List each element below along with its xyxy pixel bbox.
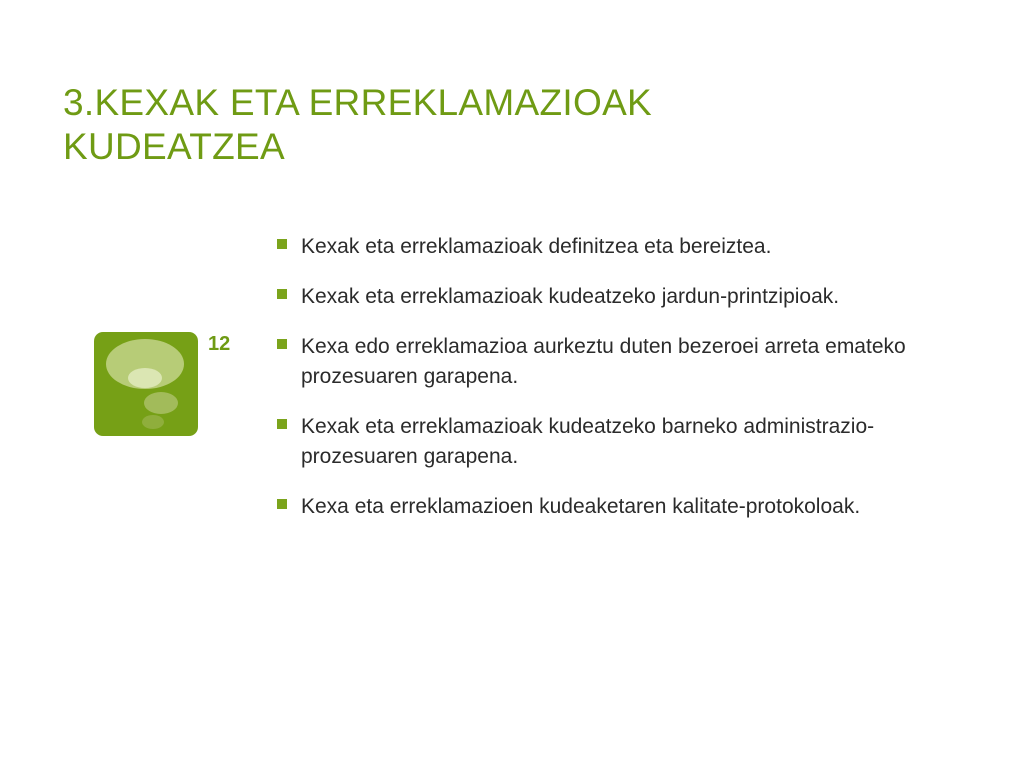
bullet-list [277,232,917,542]
list-item-text: Kexak eta erreklamazioak kudeatzeko barneko administrazio-prozesuaren garapena. [301,415,875,468]
list-item [277,232,917,262]
list-item-text: Kexa eta erreklamazioen kudeaketaren kalitate-protokoloak. [301,495,861,518]
speech-bubble-thought-icon [94,332,198,436]
square-bullet-icon [277,419,287,429]
list-item-text: Kexak eta erreklamazioak definitzea eta bereiztea. [301,235,772,258]
thought-bubble-small [142,415,164,429]
slide-title-line-1: 3.KEXAK ETA ERREKLAMAZIOAK [63,82,653,123]
page-number: 12 [208,333,231,355]
list-item-text: Kexa edo erreklamazioa aurkeztu duten bezeroei arreta emateko prozesuaren garapena. [301,335,906,388]
square-bullet-icon [277,289,287,299]
square-bullet-icon [277,339,287,349]
slide-title-line-2: KUDEATZEA [63,126,285,167]
thought-bubble-medium [144,392,178,414]
list-item [277,332,917,392]
slide-title [63,81,843,169]
list-item [277,492,917,522]
list-item [277,412,917,472]
list-item [277,282,917,312]
thought-bubble-highlight [128,368,162,388]
square-bullet-icon [277,239,287,249]
square-bullet-icon [277,499,287,509]
list-item-text: Kexak eta erreklamazioak kudeatzeko jardun-printzipioak. [301,285,840,308]
